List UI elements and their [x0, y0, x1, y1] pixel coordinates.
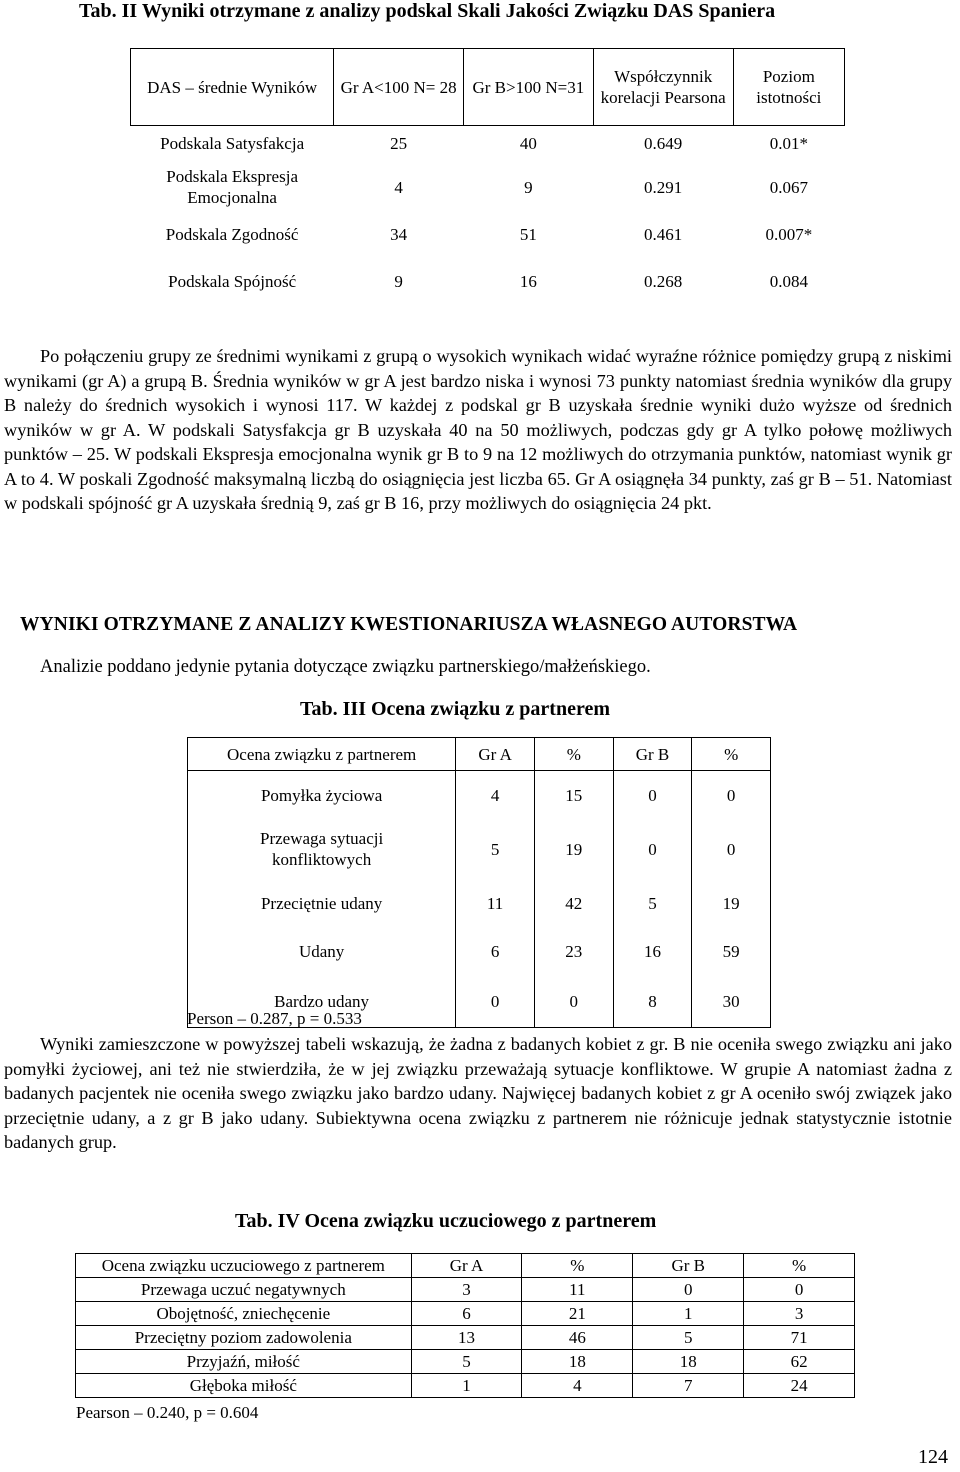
section-heading: WYNIKI OTRZYMANE Z ANALIZY KWESTIONARIUSZA WŁASNEGO AUTORSTWA	[20, 614, 798, 635]
table-cell: 24	[744, 1374, 855, 1398]
table-4	[75, 1253, 855, 1398]
table-row	[131, 126, 845, 161]
table-cell: Przeciętnie udany	[188, 879, 456, 927]
table-2-title: Tab. II Wyniki otrzymane z analizy podskal Skali Jakości Związku DAS Spaniera	[79, 0, 776, 22]
table-cell: 62	[744, 1350, 855, 1374]
table-cell: 3	[744, 1302, 855, 1326]
table-cell: Podskala Zgodność	[165, 224, 299, 244]
table-cell: 8	[613, 975, 692, 1028]
table-cell: 0	[613, 819, 692, 879]
table-cell: 23	[534, 927, 613, 975]
header-cell: Gr A<100 N= 28	[334, 49, 464, 126]
paragraph-text: Po połączeniu grupy ze średnimi wynikami z grupą o wysokich wynikach widać wyraźne różnice pomiędzy grupą z niskimi wynikami (gr A) a grupą B. Średnia wyników w gr A jest bardzo niska i wynosi 73 punkty natomiast średnia wyników dla grupy B należy do średnich wysokich i wynosi 117. W każdej z podskal gr B uzyskała średnie wyniki dużo wyższe od średnich wyników w gr A. W podskali Satysfakcja gr B uzyskała 40 na 50 możliwych, podczas gdy gr A tylko połowę możliwych punktów – 25. W podskali Ekspresja emocjonalna wynik gr B to 9 na 12 możliwych do otrzymania punktów, natomiast wynik gr A to 4. W poskali Zgodność maksymalną liczbą do osiągnięcia jest liczba 65. Gr A osiągnęła 34 punkty, zaś gr B – 51. Natomiast w podskali spójność gr A uzyskała średnią 9, zaś gr B 16, przy możliwych do osiągnięcia 24 pkt.	[4, 346, 952, 513]
header-cell: Gr B	[633, 1254, 744, 1278]
page-number: 124	[918, 1446, 948, 1468]
table-2	[130, 48, 845, 308]
table-cell: 40	[519, 133, 537, 153]
header-cell: %	[522, 1254, 633, 1278]
table-row	[188, 927, 771, 975]
header-cell: %	[744, 1254, 855, 1278]
table-4-header	[76, 1254, 855, 1278]
table-cell: 6	[411, 1302, 522, 1326]
table-cell: 21	[522, 1302, 633, 1326]
table-cell: Obojętność, zniechęcenie	[76, 1302, 412, 1326]
table-cell: 0.01*	[769, 133, 808, 153]
header-cell: %	[534, 738, 613, 771]
table-row	[131, 214, 845, 254]
table-cell: 16	[519, 271, 537, 291]
header-cell: Gr A	[411, 1254, 522, 1278]
table-4-note: Pearson – 0.240, p = 0.604	[76, 1403, 259, 1422]
header-cell: Gr B>100 N=31	[463, 49, 593, 126]
header-cell: Poziom istotności	[733, 49, 844, 126]
table-cell: Podskala Spójność	[168, 271, 297, 291]
header-cell: Współczynnik korelacji Pearsona	[593, 49, 733, 126]
table-cell: 25	[390, 133, 408, 153]
table-cell: 1	[633, 1302, 744, 1326]
table-cell: 7	[633, 1374, 744, 1398]
table-cell: 5	[411, 1350, 522, 1374]
table-cell: 0.268	[644, 271, 683, 291]
table-cell: Przeciętny poziom zadowolenia	[76, 1326, 412, 1350]
table-cell: 71	[744, 1326, 855, 1350]
table-cell: 5	[633, 1326, 744, 1350]
table-cell: 4	[394, 177, 403, 197]
header-cell: Gr A	[456, 738, 535, 771]
header-cell: DAS – średnie Wyników	[131, 49, 334, 126]
table-cell: 0.649	[644, 133, 683, 153]
table-cell: 0	[633, 1278, 744, 1302]
table-cell: 0.084	[769, 271, 808, 291]
table-row	[76, 1278, 855, 1302]
table-cell: 9	[394, 271, 403, 291]
table-cell: Udany	[188, 927, 456, 975]
table-cell: 0	[613, 771, 692, 820]
table-cell: 0	[456, 975, 535, 1028]
table-cell: 11	[456, 879, 535, 927]
table-3-header	[188, 738, 771, 771]
paragraph-1	[4, 344, 952, 516]
table-cell: 0	[692, 819, 771, 879]
table-cell: 42	[534, 879, 613, 927]
table-3-title: Tab. III Ocena związku z partnerem	[300, 698, 610, 720]
table-cell: 4	[456, 771, 535, 820]
table-cell: 15	[534, 771, 613, 820]
table-cell: 18	[633, 1350, 744, 1374]
table-cell: Podskala Satysfakcja	[160, 133, 305, 153]
table-cell: Pomyłka życiowa	[188, 771, 456, 820]
table-cell: 1	[411, 1374, 522, 1398]
table-cell: 19	[692, 879, 771, 927]
table-3	[187, 737, 771, 1028]
table-cell: 46	[522, 1326, 633, 1350]
table-cell: 59	[692, 927, 771, 975]
table-4-title: Tab. IV Ocena związku uczuciowego z partnerem	[235, 1210, 657, 1232]
table-cell: 11	[522, 1278, 633, 1302]
header-cell: Ocena związku uczuciowego z partnerem	[76, 1254, 412, 1278]
table-cell: 0	[692, 771, 771, 820]
table-cell: 0.007*	[765, 224, 813, 244]
table-3-note: Person – 0.287, p = 0.533	[187, 1009, 362, 1028]
table-cell: 30	[692, 975, 771, 1028]
table-cell: Przewaga sytuacji konfliktowych	[188, 819, 456, 879]
table-row	[188, 771, 771, 820]
table-cell: Bardzo udany	[188, 975, 456, 1028]
table-2-header	[131, 49, 845, 126]
table-cell: 19	[534, 819, 613, 879]
table-cell: Przyjaźń, miłość	[76, 1350, 412, 1374]
table-cell: Przewaga uczuć negatywnych	[76, 1278, 412, 1302]
table-cell: 4	[522, 1374, 633, 1398]
table-cell: 3	[411, 1278, 522, 1302]
table-cell: 16	[613, 927, 692, 975]
section-lead: Analizie poddano jedynie pytania dotyczące związku partnerskiego/małżeńskiego.	[40, 657, 651, 677]
table-row	[76, 1302, 855, 1326]
paragraph-text: Wyniki zamieszczone w powyższej tabeli wskazują, że żadna z badanych kobiet z gr. B nie oceniła swego związku ani jako pomyłki życiowej, ani też nie stwierdziła, że w jej związku przeważają sytuacje konfliktowe. W grupie A natomiast żadna z badanych pacjentek nie oceniła swego związku jako bardzo udany. Najwięcej badanych kobiet z gr A oceniło swój związek jako przeciętnie udany, a z gr B jako udany. Subiektywna ocena związku z partnerem nie różnicuje jednak statystycznie istotnie badanych grup.	[4, 1034, 952, 1152]
table-row	[76, 1374, 855, 1398]
table-cell: 18	[522, 1350, 633, 1374]
table-cell: 0	[534, 975, 613, 1028]
header-cell: Gr B	[613, 738, 692, 771]
table-cell: 0.461	[644, 224, 683, 244]
table-cell: Podskala Ekspresja Emocjonalna	[166, 167, 298, 207]
table-row	[76, 1350, 855, 1374]
table-cell: 0	[744, 1278, 855, 1302]
table-row	[131, 160, 845, 214]
table-cell: 0.067	[769, 177, 808, 197]
table-cell: 0.291	[644, 177, 683, 197]
table-cell: Głęboka miłość	[76, 1374, 412, 1398]
header-cell: %	[692, 738, 771, 771]
table-cell: 13	[411, 1326, 522, 1350]
table-row	[188, 819, 771, 879]
table-cell: 5	[456, 819, 535, 879]
header-cell: Ocena związku z partnerem	[188, 738, 456, 771]
table-cell: 34	[390, 224, 408, 244]
table-row	[131, 254, 845, 308]
table-row	[76, 1326, 855, 1350]
paragraph-2	[4, 1032, 952, 1155]
table-cell: 9	[524, 177, 533, 197]
table-cell: 6	[456, 927, 535, 975]
table-row	[188, 879, 771, 927]
table-cell: 5	[613, 879, 692, 927]
table-cell: 51	[519, 224, 537, 244]
